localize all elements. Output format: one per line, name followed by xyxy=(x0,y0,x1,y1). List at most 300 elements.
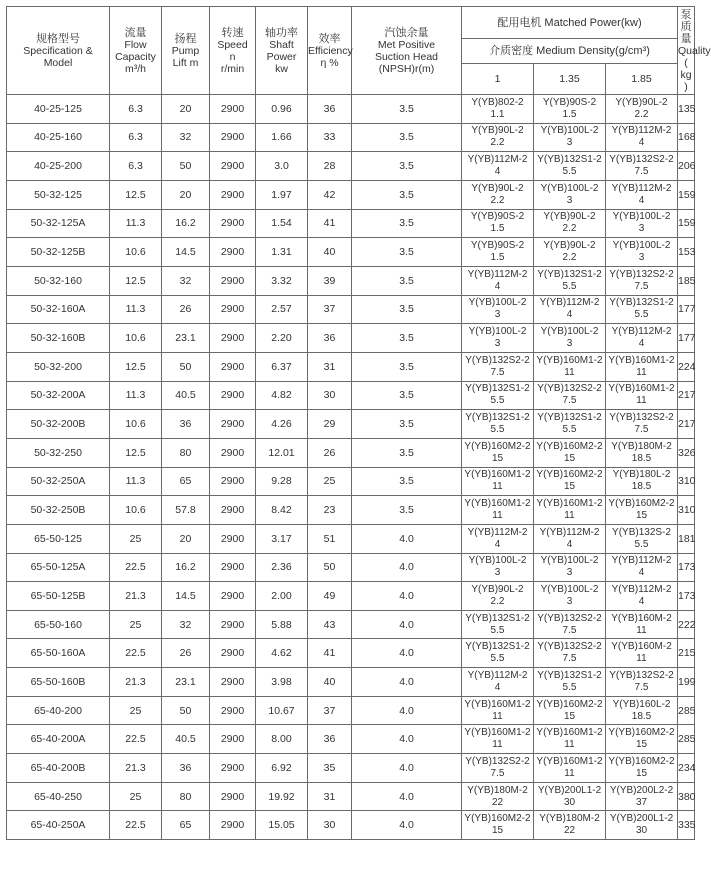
motor-model: Y(YB)160M1-2 xyxy=(608,354,675,366)
cell-motor-m2 xyxy=(534,553,606,582)
cell-efficiency: 36 xyxy=(308,95,352,124)
cell-efficiency: 36 xyxy=(308,324,352,353)
cell-model: 50-32-200B xyxy=(7,410,110,439)
motor-model: Y(YB)132S1-2 xyxy=(465,412,530,424)
cell-shaft-power: 6.92 xyxy=(256,754,308,783)
table-row xyxy=(7,467,695,496)
motor-model: Y(YB)132S-2 xyxy=(612,526,671,538)
motor-model: Y(YB)100L-2 xyxy=(468,555,527,567)
motor-kw: 11 xyxy=(564,510,575,522)
cell-lift: 20 xyxy=(162,524,210,553)
motor-model: Y(YB)100L-2 xyxy=(540,182,599,194)
col-header-density-1-35: 1.35 xyxy=(534,64,606,95)
cell-speed: 2900 xyxy=(210,639,256,668)
col-header-quality: 泵质量 Quality ( kg ) xyxy=(678,8,711,93)
cell-weight: 185 xyxy=(678,266,695,295)
motor-model: Y(YB)132S1-2 xyxy=(537,154,602,166)
motor-model: Y(YB)160M2-2 xyxy=(464,813,531,825)
cell-efficiency: 37 xyxy=(308,696,352,725)
cell-motor-m1 xyxy=(462,467,534,496)
table-row xyxy=(7,725,695,754)
cell-model: 65-40-200B xyxy=(7,754,110,783)
cell-shaft-power: 1.31 xyxy=(256,238,308,267)
motor-model: Y(YB)132S1-2 xyxy=(537,669,602,681)
cell-motor-m1 xyxy=(462,553,534,582)
cell-motor-m1 xyxy=(462,639,534,668)
cell-flow: 21.3 xyxy=(110,582,162,611)
motor-kw: 2.2 xyxy=(490,595,505,607)
motor-kw: 15 xyxy=(563,710,576,722)
motor-model: Y(YB)132S2-2 xyxy=(609,154,674,166)
cell-motor-m3 xyxy=(606,381,678,410)
cell-model: 50-32-125A xyxy=(7,209,110,238)
cell-efficiency: 30 xyxy=(308,811,352,840)
col-header-density-1: 1 xyxy=(462,64,534,95)
cell-flow: 22.5 xyxy=(110,639,162,668)
table-row xyxy=(7,152,695,181)
table-row xyxy=(7,668,695,697)
cell-flow: 12.5 xyxy=(110,352,162,381)
cell-speed: 2900 xyxy=(210,438,256,467)
cell-weight: 224 xyxy=(678,352,695,381)
cell-shaft-power: 0.96 xyxy=(256,95,308,124)
cell-shaft-power: 3.98 xyxy=(256,668,308,697)
cell-motor-m3 xyxy=(606,553,678,582)
cell-shaft-power: 10.67 xyxy=(256,696,308,725)
cell-lift: 32 xyxy=(162,123,210,152)
cell-motor-m2 xyxy=(534,209,606,238)
cell-motor-m1 xyxy=(462,152,534,181)
cell-npsh: 4.0 xyxy=(352,524,462,553)
cell-speed: 2900 xyxy=(210,467,256,496)
cell-npsh: 4.0 xyxy=(352,610,462,639)
table-row xyxy=(7,582,695,611)
cell-motor-m1 xyxy=(462,238,534,267)
cell-speed: 2900 xyxy=(210,668,256,697)
motor-kw: 5.5 xyxy=(562,166,577,178)
motor-model: Y(YB)112M-2 xyxy=(539,526,600,538)
cell-model: 40-25-200 xyxy=(7,152,110,181)
cell-efficiency: 40 xyxy=(308,668,352,697)
cell-npsh: 3.5 xyxy=(352,381,462,410)
motor-kw: 11 xyxy=(492,739,503,751)
cell-weight: 173 xyxy=(678,582,695,611)
col-header-medium-density: 介质密度 Medium Density(g/cm³) xyxy=(462,39,678,64)
motor-model: Y(YB)132S1-2 xyxy=(465,612,530,624)
cell-motor-m3 xyxy=(606,209,678,238)
cell-speed: 2900 xyxy=(210,410,256,439)
cell-shaft-power: 9.28 xyxy=(256,467,308,496)
cell-efficiency: 43 xyxy=(308,610,352,639)
spec-sheet xyxy=(6,6,711,840)
motor-kw: 7.5 xyxy=(634,424,649,436)
cell-motor-m3 xyxy=(606,696,678,725)
cell-motor-m1 xyxy=(462,811,534,840)
motor-kw: 5.5 xyxy=(634,309,649,321)
cell-speed: 2900 xyxy=(210,811,256,840)
cell-lift: 40.5 xyxy=(162,725,210,754)
cell-weight: 159 xyxy=(678,209,695,238)
cell-model: 40-25-160 xyxy=(7,123,110,152)
motor-kw: 7.5 xyxy=(634,681,649,693)
motor-model: Y(YB)160M1-2 xyxy=(536,755,603,767)
cell-motor-m1 xyxy=(462,410,534,439)
cell-weight: 217 xyxy=(678,381,695,410)
cell-flow: 6.3 xyxy=(110,95,162,124)
motor-kw: 22 xyxy=(563,825,576,837)
cell-motor-m3 xyxy=(606,123,678,152)
motor-kw: 4 xyxy=(566,309,573,321)
motor-model: Y(YB)112M-2 xyxy=(467,526,528,538)
cell-motor-m3 xyxy=(606,754,678,783)
cell-npsh: 3.5 xyxy=(352,324,462,353)
cell-npsh: 3.5 xyxy=(352,152,462,181)
cell-weight: 285 xyxy=(678,725,695,754)
cell-motor-m1 xyxy=(462,266,534,295)
cell-weight: 168 xyxy=(678,123,695,152)
motor-model: Y(YB)132S2-2 xyxy=(609,268,674,280)
cell-motor-m3 xyxy=(606,152,678,181)
cell-motor-m3 xyxy=(606,467,678,496)
cell-shaft-power: 15.05 xyxy=(256,811,308,840)
col-header-model: 规格型号 Specification & Model xyxy=(7,7,110,95)
cell-model: 50-32-250 xyxy=(7,438,110,467)
cell-model: 50-32-200A xyxy=(7,381,110,410)
motor-kw: 4 xyxy=(494,681,501,693)
cell-motor-m2 xyxy=(534,352,606,381)
cell-npsh: 4.0 xyxy=(352,582,462,611)
col-header-density-1-85: 1.85 xyxy=(606,64,678,95)
cell-motor-m3 xyxy=(606,352,678,381)
cell-shaft-power: 1.97 xyxy=(256,180,308,209)
motor-kw: 4 xyxy=(638,595,645,607)
cell-speed: 2900 xyxy=(210,553,256,582)
cell-efficiency: 28 xyxy=(308,152,352,181)
cell-motor-m1 xyxy=(462,180,534,209)
table-body xyxy=(7,95,695,840)
cell-model: 65-40-250A xyxy=(7,811,110,840)
cell-efficiency: 51 xyxy=(308,524,352,553)
cell-speed: 2900 xyxy=(210,180,256,209)
motor-kw: 7.5 xyxy=(490,767,505,779)
cell-npsh: 4.0 xyxy=(352,639,462,668)
cell-motor-m1 xyxy=(462,725,534,754)
motor-kw: 30 xyxy=(635,825,648,837)
motor-model: Y(YB)100L-2 xyxy=(468,326,527,338)
motor-kw: 5.5 xyxy=(490,424,505,436)
motor-kw: 3 xyxy=(638,252,645,264)
cell-efficiency: 41 xyxy=(308,209,352,238)
motor-model: Y(YB)160M1-2 xyxy=(464,698,531,710)
motor-model: Y(YB)100L-2 xyxy=(540,326,599,338)
motor-kw: 11 xyxy=(492,481,503,493)
motor-model: Y(YB)802-2 xyxy=(471,96,524,108)
cell-motor-m2 xyxy=(534,668,606,697)
cell-motor-m2 xyxy=(534,381,606,410)
cell-shaft-power: 5.88 xyxy=(256,610,308,639)
motor-model: Y(YB)132S2-2 xyxy=(465,755,530,767)
cell-weight: 310 xyxy=(678,467,695,496)
motor-model: Y(YB)180L-2 xyxy=(612,469,671,481)
cell-flow: 22.5 xyxy=(110,553,162,582)
col-header-npsh: 汽蚀余量 Met Positive Suction Head (NPSH)r(m) xyxy=(352,7,462,95)
cell-speed: 2900 xyxy=(210,209,256,238)
cell-motor-m2 xyxy=(534,123,606,152)
cell-model: 40-25-125 xyxy=(7,95,110,124)
table-row xyxy=(7,180,695,209)
cell-weight: 335 xyxy=(678,811,695,840)
table-row xyxy=(7,95,695,124)
cell-motor-m1 xyxy=(462,123,534,152)
cell-speed: 2900 xyxy=(210,754,256,783)
motor-kw: 15 xyxy=(635,510,648,522)
cell-shaft-power: 3.17 xyxy=(256,524,308,553)
cell-npsh: 4.0 xyxy=(352,696,462,725)
table-row xyxy=(7,324,695,353)
motor-model: Y(YB)90S-2 xyxy=(542,96,597,108)
cell-lift: 16.2 xyxy=(162,553,210,582)
motor-model: Y(YB)132S2-2 xyxy=(537,383,602,395)
cell-flow: 22.5 xyxy=(110,725,162,754)
cell-motor-m3 xyxy=(606,725,678,754)
motor-model: Y(YB)160M1-2 xyxy=(536,727,603,739)
cell-lift: 50 xyxy=(162,696,210,725)
cell-npsh: 3.5 xyxy=(352,209,462,238)
cell-lift: 36 xyxy=(162,754,210,783)
cell-speed: 2900 xyxy=(210,582,256,611)
cell-motor-m2 xyxy=(534,639,606,668)
motor-kw: 3 xyxy=(494,338,501,350)
motor-kw: 7.5 xyxy=(562,395,577,407)
cell-motor-m3 xyxy=(606,95,678,124)
motor-model: Y(YB)200L2-2 xyxy=(609,784,674,796)
motor-model: Y(YB)200L1-2 xyxy=(537,784,602,796)
cell-motor-m2 xyxy=(534,295,606,324)
motor-kw: 2.2 xyxy=(490,137,505,149)
table-row xyxy=(7,266,695,295)
cell-model: 50-32-125B xyxy=(7,238,110,267)
motor-kw: 3 xyxy=(566,567,573,579)
cell-motor-m3 xyxy=(606,295,678,324)
motor-kw: 1.5 xyxy=(490,252,505,264)
motor-kw: 11 xyxy=(636,624,647,636)
cell-lift: 23.1 xyxy=(162,668,210,697)
cell-model: 50-32-200 xyxy=(7,352,110,381)
motor-kw: 2.2 xyxy=(490,194,505,206)
col-header-efficiency: 效率 Efficiency η % xyxy=(308,7,352,95)
motor-kw: 5.5 xyxy=(634,538,649,550)
motor-model: Y(YB)160M2-2 xyxy=(464,440,531,452)
cell-lift: 57.8 xyxy=(162,496,210,525)
motor-model: Y(YB)132S2-2 xyxy=(609,669,674,681)
cell-flow: 25 xyxy=(110,782,162,811)
cell-shaft-power: 4.26 xyxy=(256,410,308,439)
motor-model: Y(YB)132S1-2 xyxy=(465,383,530,395)
motor-kw: 2.2 xyxy=(634,108,649,120)
motor-model: Y(YB)100L-2 xyxy=(612,211,671,223)
cell-shaft-power: 4.82 xyxy=(256,381,308,410)
motor-model: Y(YB)160L-2 xyxy=(612,698,671,710)
cell-weight: 177 xyxy=(678,324,695,353)
table-row xyxy=(7,782,695,811)
cell-lift: 32 xyxy=(162,266,210,295)
cell-motor-m1 xyxy=(462,209,534,238)
cell-flow: 6.3 xyxy=(110,123,162,152)
motor-kw: 7.5 xyxy=(490,366,505,378)
motor-kw: 3 xyxy=(566,338,573,350)
cell-efficiency: 36 xyxy=(308,725,352,754)
cell-motor-m2 xyxy=(534,782,606,811)
motor-kw: 3 xyxy=(494,309,501,321)
table-row xyxy=(7,438,695,467)
cell-model: 65-50-160 xyxy=(7,610,110,639)
cell-weight: 234 xyxy=(678,754,695,783)
cell-motor-m3 xyxy=(606,238,678,267)
cell-npsh: 3.5 xyxy=(352,438,462,467)
cell-motor-m2 xyxy=(534,410,606,439)
cell-lift: 26 xyxy=(162,295,210,324)
cell-motor-m2 xyxy=(534,524,606,553)
motor-model: Y(YB)112M-2 xyxy=(467,669,528,681)
motor-kw: 15 xyxy=(635,739,648,751)
cell-model: 50-32-125 xyxy=(7,180,110,209)
col-header-matched-power: 配用电机 Matched Power(kw) xyxy=(462,7,678,39)
motor-model: Y(YB)132S1-2 xyxy=(609,297,674,309)
cell-flow: 25 xyxy=(110,610,162,639)
cell-npsh: 3.5 xyxy=(352,123,462,152)
motor-kw: 22 xyxy=(491,796,504,808)
motor-model: Y(YB)132S2-2 xyxy=(537,612,602,624)
motor-model: Y(YB)160M2-2 xyxy=(608,498,675,510)
cell-efficiency: 40 xyxy=(308,238,352,267)
cell-weight: 181 xyxy=(678,524,695,553)
cell-efficiency: 25 xyxy=(308,467,352,496)
motor-kw: 18.5 xyxy=(631,481,652,493)
motor-kw: 11 xyxy=(636,366,647,378)
motor-kw: 4 xyxy=(638,194,645,206)
cell-motor-m2 xyxy=(534,95,606,124)
cell-efficiency: 33 xyxy=(308,123,352,152)
motor-kw: 1.1 xyxy=(490,108,505,120)
cell-npsh: 3.5 xyxy=(352,496,462,525)
cell-npsh: 3.5 xyxy=(352,180,462,209)
cell-motor-m1 xyxy=(462,95,534,124)
motor-kw: 11 xyxy=(492,710,503,722)
cell-weight: 173 xyxy=(678,553,695,582)
motor-model: Y(YB)90L-2 xyxy=(615,96,668,108)
cell-flow: 11.3 xyxy=(110,381,162,410)
cell-npsh: 3.5 xyxy=(352,238,462,267)
table-row xyxy=(7,410,695,439)
cell-weight: 159 xyxy=(678,180,695,209)
table-row xyxy=(7,209,695,238)
cell-shaft-power: 3.32 xyxy=(256,266,308,295)
cell-lift: 20 xyxy=(162,180,210,209)
cell-motor-m3 xyxy=(606,180,678,209)
cell-motor-m2 xyxy=(534,238,606,267)
cell-motor-m2 xyxy=(534,582,606,611)
table-row xyxy=(7,295,695,324)
cell-motor-m2 xyxy=(534,754,606,783)
cell-efficiency: 49 xyxy=(308,582,352,611)
cell-flow: 11.3 xyxy=(110,295,162,324)
motor-model: Y(YB)90L-2 xyxy=(543,240,596,252)
cell-motor-m3 xyxy=(606,582,678,611)
cell-speed: 2900 xyxy=(210,295,256,324)
motor-model: Y(YB)90S-2 xyxy=(470,240,525,252)
cell-motor-m2 xyxy=(534,610,606,639)
cell-motor-m2 xyxy=(534,324,606,353)
motor-model: Y(YB)160M1-2 xyxy=(608,383,675,395)
motor-model: Y(YB)112M-2 xyxy=(539,297,600,309)
motor-model: Y(YB)90L-2 xyxy=(543,211,596,223)
motor-model: Y(YB)90L-2 xyxy=(471,583,524,595)
table-row xyxy=(7,754,695,783)
cell-motor-m3 xyxy=(606,639,678,668)
cell-npsh: 3.5 xyxy=(352,352,462,381)
table-header xyxy=(7,7,711,95)
cell-shaft-power: 2.00 xyxy=(256,582,308,611)
motor-kw: 15 xyxy=(491,825,504,837)
motor-kw: 7.5 xyxy=(634,280,649,292)
cell-flow: 21.3 xyxy=(110,668,162,697)
cell-flow: 11.3 xyxy=(110,467,162,496)
motor-model: Y(YB)100L-2 xyxy=(540,125,599,137)
cell-lift: 14.5 xyxy=(162,238,210,267)
motor-model: Y(YB)112M-2 xyxy=(467,268,528,280)
cell-motor-m2 xyxy=(534,152,606,181)
cell-shaft-power: 4.62 xyxy=(256,639,308,668)
cell-efficiency: 37 xyxy=(308,295,352,324)
table-row xyxy=(7,610,695,639)
motor-kw: 3 xyxy=(566,137,573,149)
cell-speed: 2900 xyxy=(210,381,256,410)
motor-kw: 30 xyxy=(563,796,576,808)
cell-efficiency: 26 xyxy=(308,438,352,467)
cell-flow: 10.6 xyxy=(110,410,162,439)
motor-model: Y(YB)90L-2 xyxy=(471,182,524,194)
motor-model: Y(YB)180M-2 xyxy=(467,784,528,796)
motor-kw: 4 xyxy=(494,166,501,178)
motor-model: Y(YB)100L-2 xyxy=(468,297,527,309)
motor-kw: 15 xyxy=(635,767,648,779)
motor-model: Y(YB)132S1-2 xyxy=(465,641,530,653)
motor-model: Y(YB)160M2-2 xyxy=(536,469,603,481)
motor-model: Y(YB)132S2-2 xyxy=(465,354,530,366)
cell-flow: 12.5 xyxy=(110,438,162,467)
cell-motor-m3 xyxy=(606,610,678,639)
cell-motor-m1 xyxy=(462,352,534,381)
motor-model: Y(YB)112M-2 xyxy=(611,326,672,338)
motor-model: Y(YB)132S1-2 xyxy=(537,268,602,280)
cell-lift: 65 xyxy=(162,811,210,840)
cell-shaft-power: 12.01 xyxy=(256,438,308,467)
cell-speed: 2900 xyxy=(210,524,256,553)
cell-motor-m1 xyxy=(462,754,534,783)
cell-lift: 26 xyxy=(162,639,210,668)
cell-weight: 310 xyxy=(678,496,695,525)
col-header-flow: 流量 Flow Capacity m³/h xyxy=(110,7,162,95)
cell-efficiency: 31 xyxy=(308,352,352,381)
cell-motor-m1 xyxy=(462,381,534,410)
cell-lift: 14.5 xyxy=(162,582,210,611)
motor-kw: 5.5 xyxy=(562,681,577,693)
cell-lift: 80 xyxy=(162,438,210,467)
cell-npsh: 4.0 xyxy=(352,668,462,697)
motor-model: Y(YB)160M1-2 xyxy=(536,498,603,510)
cell-motor-m3 xyxy=(606,496,678,525)
cell-speed: 2900 xyxy=(210,95,256,124)
